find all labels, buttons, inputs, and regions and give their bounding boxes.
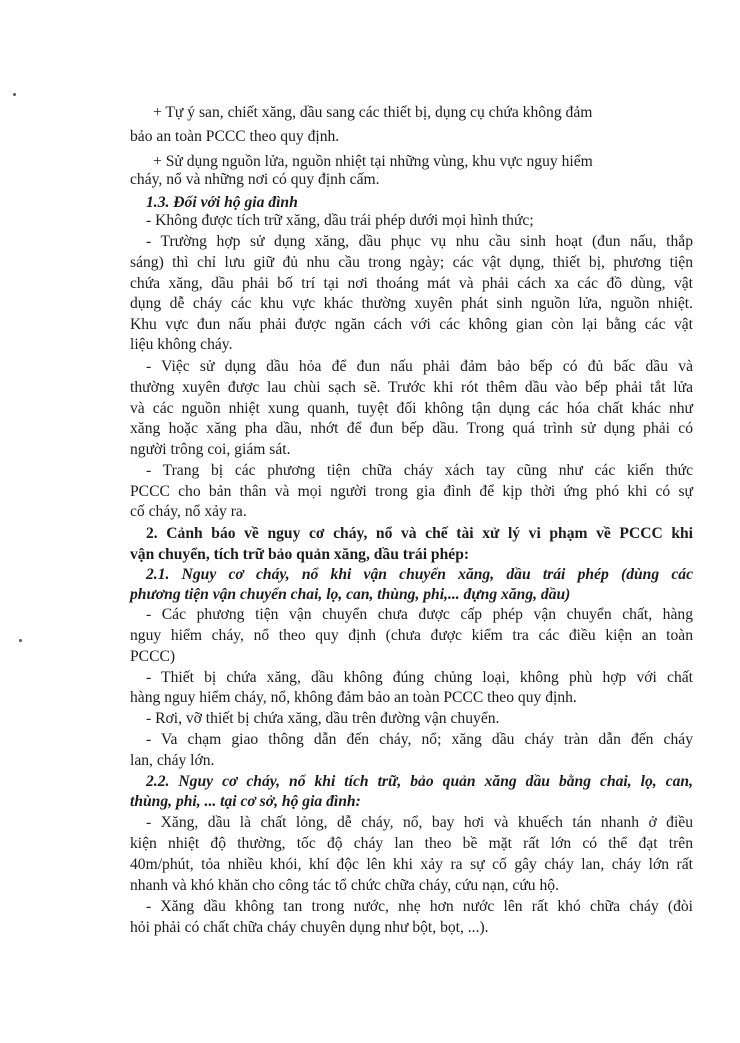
text-line: - Va chạm giao thông dẫn đến cháy, nổ; xăng dầu cháy tràn dẫn đến cháy bbox=[146, 731, 693, 748]
section-heading-2-cont: vận chuyển, tích trữ bảo quản xăng, dầu trái phép: bbox=[130, 546, 470, 563]
text-line: hỏi phải có chất chữa cháy chuyên dụng như bột, bọt, ...). bbox=[130, 919, 489, 936]
text-line: - Không được tích trữ xăng, dầu trái phép dưới mọi hình thức; bbox=[146, 212, 534, 229]
section-heading-2-2-cont: thùng, phi, ... tại cơ sở, hộ gia đình: bbox=[130, 793, 361, 810]
text-line: và các nguồn nhiệt xung quanh, tuyệt đối không tận dụng các hóa chất khác như bbox=[130, 400, 693, 417]
text-line: - Thiết bị chứa xăng, dầu không đúng chủng loại, không phù hợp với chất bbox=[146, 669, 693, 686]
text-line: chứa xăng, dầu phải bố trí tại nơi thoáng mát và phải cách xa các đồ dùng, vật bbox=[130, 275, 693, 292]
section-heading-1-3: 1.3. Đối với hộ gia đình bbox=[146, 194, 298, 211]
text-line: PCCC cho bản thân và mọi người trong gia đình để kịp thời ứng phó khi có sự bbox=[130, 483, 693, 500]
text-line: - Trang bị các phương tiện chữa cháy xách tay cũng như các kiến thức bbox=[146, 462, 693, 479]
text-line: nhanh và khó khăn cho công tác tổ chức chữa cháy, cứu nạn, cứu hộ. bbox=[130, 877, 559, 894]
text-line: - Trường hợp sử dụng xăng, dầu phục vụ nhu cầu sinh hoạt (đun nấu, thắp bbox=[146, 233, 693, 250]
text-line: hàng nguy hiểm cháy, nổ, không đảm bảo an toàn PCCC theo quy định. bbox=[130, 689, 577, 706]
text-line: dụng dễ cháy các khu vực khác thường xuyên phát sinh nguồn lửa, nguồn nhiệt. bbox=[130, 295, 693, 312]
text-line: người trông coi, giám sát. bbox=[130, 441, 291, 458]
text-line: lan, cháy lớn. bbox=[130, 752, 215, 769]
text-line: + Sử dụng nguồn lửa, nguồn nhiệt tại những vùng, khu vực nguy hiểm bbox=[153, 153, 593, 170]
section-heading-2-1-cont: phương tiện vận chuyển chai, lọ, can, thùng, phi,... đựng xăng, dầu) bbox=[130, 586, 571, 603]
scan-speck bbox=[19, 639, 22, 642]
text-line: bảo an toàn PCCC theo quy định. bbox=[130, 128, 340, 145]
text-line: kiện nhiệt độ thường, tốc độ cháy lan theo bề mặt rất lớn có thể đạt trên bbox=[130, 835, 693, 852]
section-heading-2-2: 2.2. Nguy cơ cháy, nổ khi tích trữ, bảo quản xăng dầu bằng chai, lọ, can, bbox=[146, 773, 693, 790]
text-line: thường xuyên được lau chùi sạch sẽ. Trước khi rót thêm dầu vào bếp phải tắt lửa bbox=[130, 379, 693, 396]
text-line: Khu vực đun nấu phải được ngăn cách với các không gian còn lại bằng các vật bbox=[130, 316, 693, 333]
text-line: 40m/phút, tỏa nhiều khói, khí độc lên khi xảy ra sự cố gây cháy lan, cháy lớn rất bbox=[130, 856, 693, 873]
text-line: - Các phương tiện vận chuyển chưa được cấp phép vận chuyển chất, hàng bbox=[146, 606, 693, 623]
text-line: - Rơi, vỡ thiết bị chứa xăng, dầu trên đường vận chuyển. bbox=[146, 710, 500, 727]
scan-speck bbox=[13, 93, 16, 96]
text-line: - Xăng, dầu là chất lỏng, dễ cháy, nổ, bay hơi và khuếch tán nhanh ở điều bbox=[146, 814, 693, 831]
text-line: cháy, nổ và những nơi có quy định cấm. bbox=[130, 171, 380, 188]
text-line: liệu không cháy. bbox=[130, 336, 233, 353]
text-line: sáng) thì chỉ lưu giữ đủ nhu cầu trong ngày; các vật dụng, thiết bị, phương tiện bbox=[130, 254, 693, 271]
text-line: - Việc sử dụng dầu hỏa để đun nấu phải đảm bảo bếp có đủ bấc dầu và bbox=[146, 358, 693, 375]
text-line: - Xăng dầu không tan trong nước, nhẹ hơn nước lên rất khó chữa cháy (đòi bbox=[146, 898, 693, 915]
text-line: nguy hiểm cháy, nổ theo quy định (chưa được kiểm tra các điều kiện an toàn bbox=[130, 627, 693, 644]
section-heading-2-1: 2.1. Nguy cơ cháy, nổ khi vận chuyển xăng, dầu trái phép (dùng các bbox=[146, 566, 693, 583]
text-line: xăng hoặc xăng pha dầu, nhớt để đun bếp dầu. Trong quá trình sử dụng phải có bbox=[130, 420, 693, 437]
text-line: PCCC) bbox=[130, 648, 176, 665]
text-line: cố cháy, nổ xảy ra. bbox=[130, 503, 247, 520]
section-heading-2: 2. Cảnh báo về nguy cơ cháy, nổ và chế tài xử lý vi phạm về PCCC khi bbox=[146, 525, 693, 542]
text-line: + Tự ý san, chiết xăng, dầu sang các thiết bị, dụng cụ chứa không đảm bbox=[153, 104, 593, 121]
